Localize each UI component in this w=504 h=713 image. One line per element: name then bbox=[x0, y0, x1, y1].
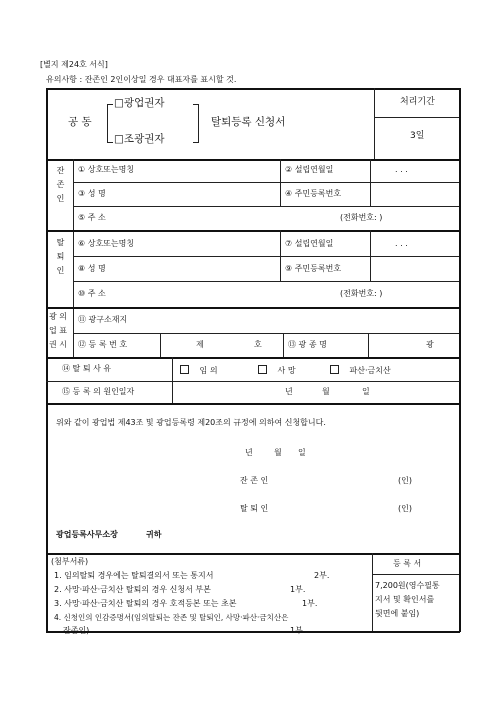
field-withdrawer-established: ⑦ 설립연월일 bbox=[285, 239, 334, 248]
field-withdrawer-id: ⑨ 주민등록번호 bbox=[285, 264, 342, 273]
checkbox-icon bbox=[330, 365, 339, 374]
input-remaining-name[interactable] bbox=[160, 161, 278, 180]
attachments-heading: (첨부서류) bbox=[51, 557, 89, 566]
attachment-4: 4. 신청인의 인감증명서(임의탈퇴는 잔존 및 탈퇴인, 사망·파산·금치산은 bbox=[54, 613, 289, 622]
field-cause-date: ⑮ 등 록 의 원인일자 bbox=[62, 387, 135, 396]
field-withdrawal-reason: ⑭ 탈 퇴 사 유 bbox=[62, 364, 112, 373]
field-remaining-person: ③ 성 명 bbox=[78, 189, 106, 198]
fee-line-1: 7,200원(영수필통 bbox=[375, 581, 440, 590]
attachment-1-count: 2부. bbox=[314, 571, 330, 580]
reason-bankruptcy-label: 파산·금치산 bbox=[349, 366, 391, 375]
option-lease-right-holder[interactable]: □조광권자 bbox=[114, 133, 165, 145]
field-withdrawer-address: ⑩ 주 소 bbox=[78, 289, 106, 298]
mineral-type-suffix: 광 bbox=[426, 340, 434, 349]
fee-line-2: 지서 및 확인서를 bbox=[375, 595, 435, 604]
field-withdrawer-name: ⑥ 상호또는명칭 bbox=[78, 239, 135, 248]
processing-label: 처리기간 bbox=[400, 97, 435, 107]
checkbox-icon bbox=[258, 365, 267, 374]
remaining-phone[interactable]: (전화번호: ) bbox=[340, 213, 383, 222]
field-withdrawer-person: ⑧ 성 명 bbox=[78, 264, 106, 273]
left-bracket bbox=[107, 104, 113, 143]
section-mining-2: 업 표 bbox=[49, 326, 67, 335]
attachment-1: 1. 임의탈퇴 경우에는 탈퇴결의서 또는 통지서 bbox=[54, 571, 214, 580]
seal-withdrawer[interactable]: (인) bbox=[398, 504, 412, 513]
reason-death-label: 사 망 bbox=[277, 366, 296, 375]
section-withdrawer: 탈퇴인 bbox=[56, 238, 65, 280]
field-remaining-address: ⑤ 주 소 bbox=[78, 213, 106, 222]
attachment-3: 3. 사망·파산·금치산 탈퇴의 경우 호적등본 또는 초본 bbox=[54, 599, 237, 608]
note: 유의사항 : 잔존인 2인이상일 경우 대표자를 표시할 것. bbox=[46, 75, 237, 84]
section-remaining: 잔존인 bbox=[56, 166, 65, 208]
option-mining-right-holder[interactable]: □광업권자 bbox=[114, 97, 165, 109]
field-mine-location: ⑪ 광구소재지 bbox=[78, 315, 128, 324]
attachment-3-count: 1부. bbox=[302, 599, 318, 608]
field-remaining-name: ① 상호또는명칭 bbox=[78, 165, 135, 174]
section-mining-3: 권 시 bbox=[49, 340, 67, 349]
statement-text: 위와 같이 광업법 제43조 및 광업등록령 제20조의 규정에 의하여 신청합니다. bbox=[56, 418, 326, 427]
cause-date-year[interactable]: 년 bbox=[285, 387, 293, 396]
signer-withdrawer-label: 탈 퇴 인 bbox=[240, 504, 269, 513]
field-remaining-id: ④ 주민등록번호 bbox=[285, 189, 342, 198]
processing-value: 3일 bbox=[410, 131, 425, 141]
frame-left bbox=[46, 88, 48, 632]
addressee: 광업등록사무소장 bbox=[56, 530, 118, 539]
title-prefix: 공 동 bbox=[68, 116, 92, 128]
statement-month[interactable]: 월 bbox=[274, 448, 282, 457]
attachment-2-count: 1부. bbox=[290, 585, 306, 594]
checkbox-icon bbox=[180, 365, 189, 374]
field-registration-number: ⑫ 등 록 번 호 bbox=[78, 340, 128, 349]
form-number: [별지 제24호 서식] bbox=[40, 60, 108, 69]
field-mineral-type: ⑬ 광 종 명 bbox=[288, 340, 327, 349]
cause-date-month[interactable]: 월 bbox=[322, 387, 330, 396]
field-remaining-established: ② 설립연월일 bbox=[285, 165, 334, 174]
withdrawer-phone[interactable]: (전화번호: ) bbox=[340, 289, 383, 298]
reg-number-prefix: 제 bbox=[196, 340, 204, 349]
frame-top bbox=[46, 88, 460, 90]
attachment-4-cont: 잔존인) bbox=[63, 626, 90, 635]
section-mining-1: 광 의 bbox=[49, 312, 67, 321]
input-withdrawer-established[interactable]: . . . bbox=[395, 239, 408, 248]
addressee-honorific: 귀하 bbox=[146, 530, 162, 539]
signer-remaining-label: 잔 존 인 bbox=[240, 476, 269, 485]
cause-date-day[interactable]: 일 bbox=[362, 387, 370, 396]
reason-bankruptcy[interactable] bbox=[330, 365, 391, 375]
seal-remaining[interactable]: (인) bbox=[398, 476, 412, 485]
reason-death[interactable] bbox=[258, 365, 296, 375]
statement-day[interactable]: 일 bbox=[298, 448, 306, 457]
input-remaining-established[interactable]: . . . bbox=[395, 165, 408, 174]
fee-line-3: 뒷면에 붙임) bbox=[375, 609, 420, 618]
fee-heading: 등 록 서 bbox=[393, 559, 422, 568]
reason-voluntary[interactable] bbox=[180, 365, 218, 375]
frame-right bbox=[459, 88, 461, 632]
statement-year[interactable]: 년 bbox=[245, 448, 253, 457]
reg-number-suffix: 호 bbox=[254, 340, 262, 349]
attachment-4-count: 1부. bbox=[290, 626, 306, 635]
frame-bottom bbox=[46, 631, 460, 633]
right-bracket bbox=[193, 104, 199, 143]
form-title: 탈퇴등록 신청서 bbox=[211, 116, 286, 128]
attachment-2: 2. 사망·파산·금치산 탈퇴의 경우 신청서 부본 bbox=[54, 585, 211, 594]
reason-voluntary-label: 임 의 bbox=[199, 366, 218, 375]
